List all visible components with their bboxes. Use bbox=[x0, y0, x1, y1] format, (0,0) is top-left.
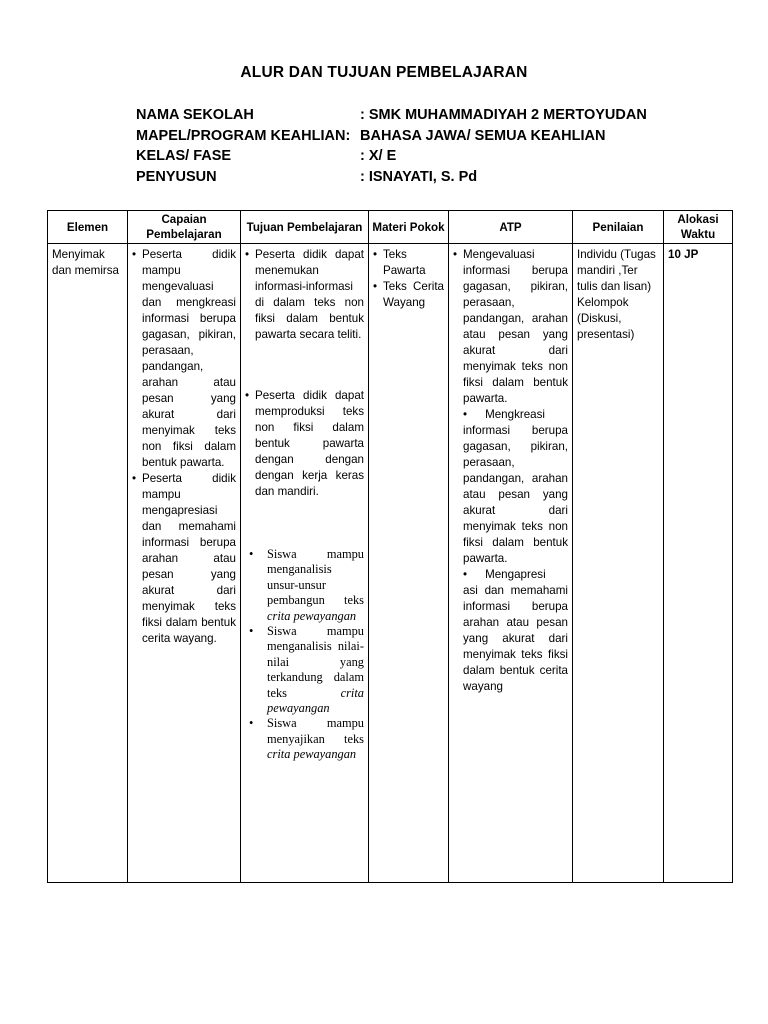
list-item bbox=[245, 547, 364, 624]
list-item bbox=[245, 624, 364, 716]
materi-list bbox=[373, 247, 444, 311]
cell-materi bbox=[369, 244, 449, 883]
item-text: Siswa mampu menyajikan teks bbox=[267, 716, 364, 746]
list-item bbox=[245, 716, 364, 762]
item-italic: crita pewayangan bbox=[267, 747, 357, 762]
cell-penilaian bbox=[573, 244, 664, 883]
info-label: KELAS/ FASE bbox=[136, 148, 232, 165]
penilaian-individu: Individu (Tugas mandiri ,Ter tulis dan lisan) bbox=[577, 248, 656, 293]
info-label: MAPEL/PROGRAM KEAHLIAN: bbox=[136, 127, 351, 144]
list-item: • Peserta didik dapat menemukan informasi-informasi di dalam teks non fiksi dalam bentuk pawarta secara teliti. bbox=[245, 247, 364, 343]
list-item: • Peserta didik mampu mengevaluasi dan mengkreasi informasi berupa gagasan, pikiran, perasaan, pandangan, arahan atau pesan yang akurat dari menyimak teks non fiksi dalam bentuk pawarta. bbox=[132, 247, 236, 471]
atp-continuation bbox=[453, 407, 568, 695]
header-atp: ATP bbox=[449, 211, 573, 244]
list-item: • Mengevaluasi informasi berupa gagasan, pikiran, perasaan, pandangan, arahan atau pesan yang akurat dari menyimak teks non fiksi dalam bentuk pawarta. bbox=[453, 247, 568, 407]
alokasi-text: 10 JP bbox=[668, 248, 699, 261]
item-text: Siswa mampu menganalisis unsur-unsur pembangun teks bbox=[267, 547, 364, 608]
info-row-subject bbox=[136, 126, 696, 147]
cell-atp bbox=[449, 244, 573, 883]
info-value: : X/ E bbox=[360, 148, 397, 165]
item-italic: crita pewayangan bbox=[267, 685, 364, 716]
atp-text: informasi berupa gagasan, pikiran, perasaan, pandangan, arahan atau pesan yang akurat dari menyimak teks non fiksi dalam bentuk pawarta. bbox=[463, 424, 568, 565]
tujuan-serif-list bbox=[245, 547, 364, 763]
header-tujuan: Tujuan Pembelajaran bbox=[241, 211, 369, 244]
table-row bbox=[48, 244, 733, 883]
list-item: • Teks Pawarta bbox=[373, 247, 444, 279]
capaian-list bbox=[132, 247, 236, 647]
document-info bbox=[136, 105, 696, 187]
table-header-row bbox=[48, 211, 733, 244]
penilaian-kelompok: Kelompok (Diskusi, presentasi) bbox=[577, 296, 635, 341]
elemen-text: Menyimak dan memirsa bbox=[52, 248, 120, 277]
header-materi: Materi Pokok bbox=[369, 211, 449, 244]
atp-text: asi dan memahami informasi berupa arahan atau pesan yang akurat dari menyimak teks fiksi dalam bentuk cerita wayang bbox=[463, 584, 568, 693]
atp-list bbox=[453, 247, 568, 407]
cell-elemen bbox=[48, 244, 128, 883]
list-item: • Peserta didik dapat memproduksi teks non fiksi dalam bentuk pawarta dengan dengan dengan kerja keras dan mandiri. bbox=[245, 388, 364, 500]
info-row-author bbox=[136, 167, 696, 188]
header-penilaian: Penilaian bbox=[573, 211, 664, 244]
info-value: : SMK MUHAMMADIYAH 2 MERTOYUDAN bbox=[360, 107, 647, 124]
info-row-class bbox=[136, 146, 696, 167]
list-item: • Peserta didik mampu mengapresiasi dan memahami informasi berupa arahan atau pesan yang akurat dari menyimak teks fiksi dalam bentuk cerita wayang. bbox=[132, 471, 236, 647]
info-row-school bbox=[136, 105, 696, 126]
page-title: ALUR DAN TUJUAN PEMBELAJARAN bbox=[240, 64, 528, 81]
cell-capaian bbox=[128, 244, 241, 883]
item-text: Siswa mampu menganalisis nilai-nilai yang terkandung dalam teks bbox=[267, 624, 364, 700]
header-elemen: Elemen bbox=[48, 211, 128, 244]
info-label: NAMA SEKOLAH bbox=[136, 107, 254, 124]
info-label: PENYUSUN bbox=[136, 168, 217, 185]
tujuan-list bbox=[245, 247, 364, 500]
list-item: • Teks Cerita Wayang bbox=[373, 279, 444, 311]
info-value: : ISNAYATI, S. Pd bbox=[360, 168, 478, 185]
header-capaian: Capaian Pembelajaran bbox=[128, 211, 241, 244]
cell-tujuan bbox=[241, 244, 369, 883]
learning-objectives-table bbox=[47, 210, 733, 883]
header-alokasi: Alokasi Waktu bbox=[664, 211, 733, 244]
item-italic: crita pewayangan bbox=[267, 608, 357, 623]
atp-subhead: • Mengapresi bbox=[463, 567, 568, 583]
cell-alokasi bbox=[664, 244, 733, 883]
info-value: BAHASA JAWA/ SEMUA KEAHLIAN bbox=[360, 127, 606, 144]
atp-subhead: • Mengkreasi bbox=[463, 407, 568, 423]
